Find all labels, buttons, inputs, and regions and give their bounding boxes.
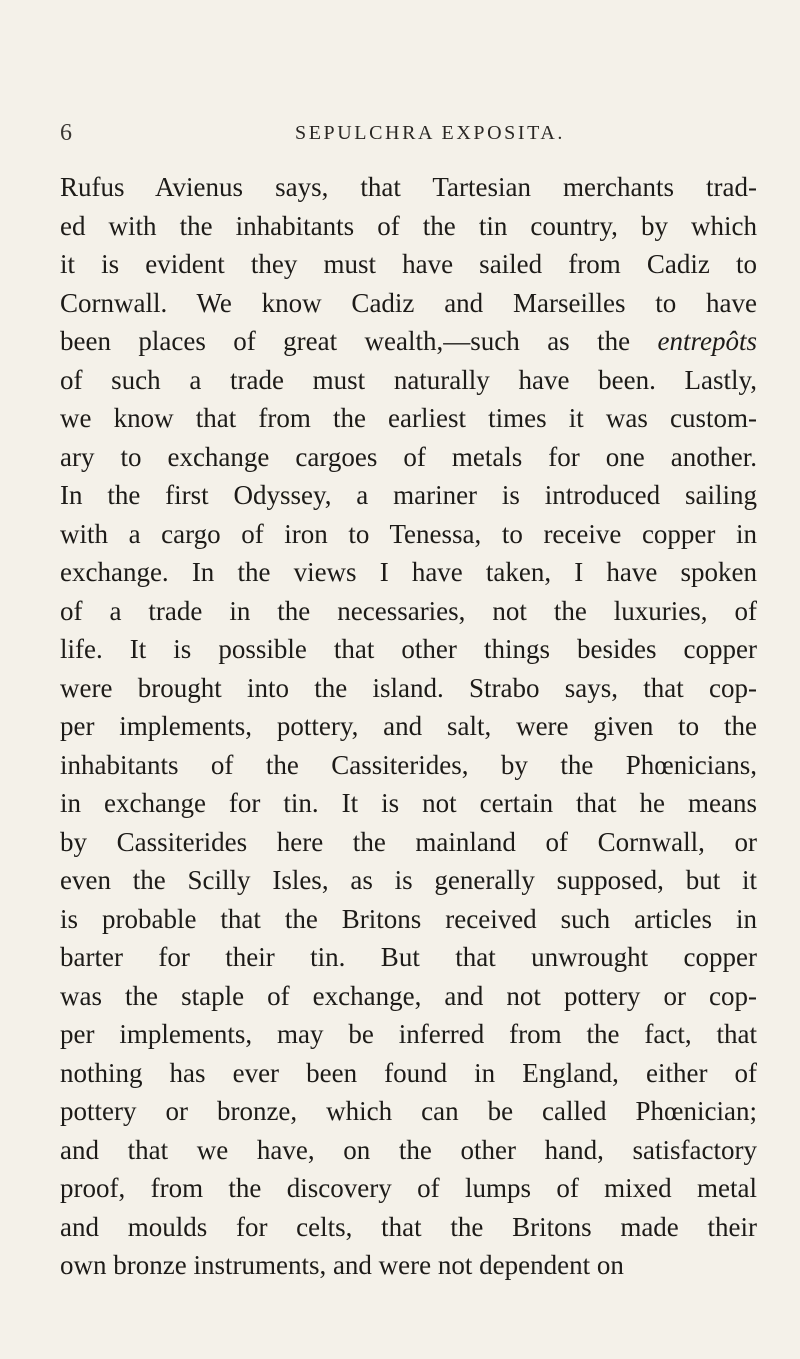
text-line: even the Scilly Isles, as is generally supposed, but it <box>60 865 757 895</box>
text-line: with a cargo of iron to Tenessa, to receive copper in <box>60 518 757 549</box>
text-segment: been places of great wealth,—such as the <box>60 326 658 356</box>
text-line: exchange. In the views I have taken, I have spoken <box>60 557 757 587</box>
text-line: we know that from the earliest times it was custom- <box>60 403 757 433</box>
text-line: ed with the inhabitants of the tin country, by which <box>60 210 757 241</box>
text-line: In the first Odyssey, a mariner is introduced sailing <box>60 480 757 510</box>
text-line: it is evident they must have sailed from Cadiz to <box>60 249 757 279</box>
text-line: Cornwall. We know Cadiz and Marseilles to have <box>60 287 757 318</box>
text-line: Rufus Avienus says, that Tartesian merchants trad- <box>60 172 757 202</box>
text-line: by Cassiterides here the mainland of Cornwall, or <box>60 826 757 857</box>
italic-term: entrepôts <box>657 326 757 356</box>
running-head <box>60 116 760 150</box>
text-line: own bronze instruments, and were not dependent on <box>60 1250 624 1280</box>
body-text <box>60 168 757 1285</box>
text-line: of a trade in the necessaries, not the luxuries, of <box>60 595 757 626</box>
text-line: proof, from the discovery of lumps of mixed metal <box>60 1173 757 1203</box>
text-line: nothing has ever been found in England, either of <box>60 1057 757 1088</box>
text-line: ary to exchange cargoes of metals for one another. <box>60 441 757 472</box>
text-line: life. It is possible that other things besides copper <box>60 634 757 664</box>
text-line: inhabitants of the Cassiterides, by the Phœnicians, <box>60 749 757 780</box>
text-line: is probable that the Britons received such articles in <box>60 903 757 934</box>
text-line <box>60 322 757 361</box>
text-line: of such a trade must naturally have been. Lastly, <box>60 364 757 395</box>
text-line: barter for their tin. But that unwrought copper <box>60 942 757 972</box>
text-line: pottery or bronze, which can be called Phœnician; <box>60 1096 757 1126</box>
text-line: per implements, may be inferred from the fact, that <box>60 1019 757 1049</box>
text-line: was the staple of exchange, and not pottery or cop- <box>60 980 757 1011</box>
page-number: 6 <box>60 120 72 146</box>
text-line: and moulds for celts, that the Britons made their <box>60 1211 757 1242</box>
text-line: and that we have, on the other hand, satisfactory <box>60 1134 757 1165</box>
text-line: per implements, pottery, and salt, were given to the <box>60 711 757 741</box>
text-line: in exchange for tin. It is not certain that he means <box>60 788 757 818</box>
running-title: SEPULCHRA EXPOSITA. <box>294 122 566 144</box>
text-line: were brought into the island. Strabo says, that cop- <box>60 672 757 703</box>
